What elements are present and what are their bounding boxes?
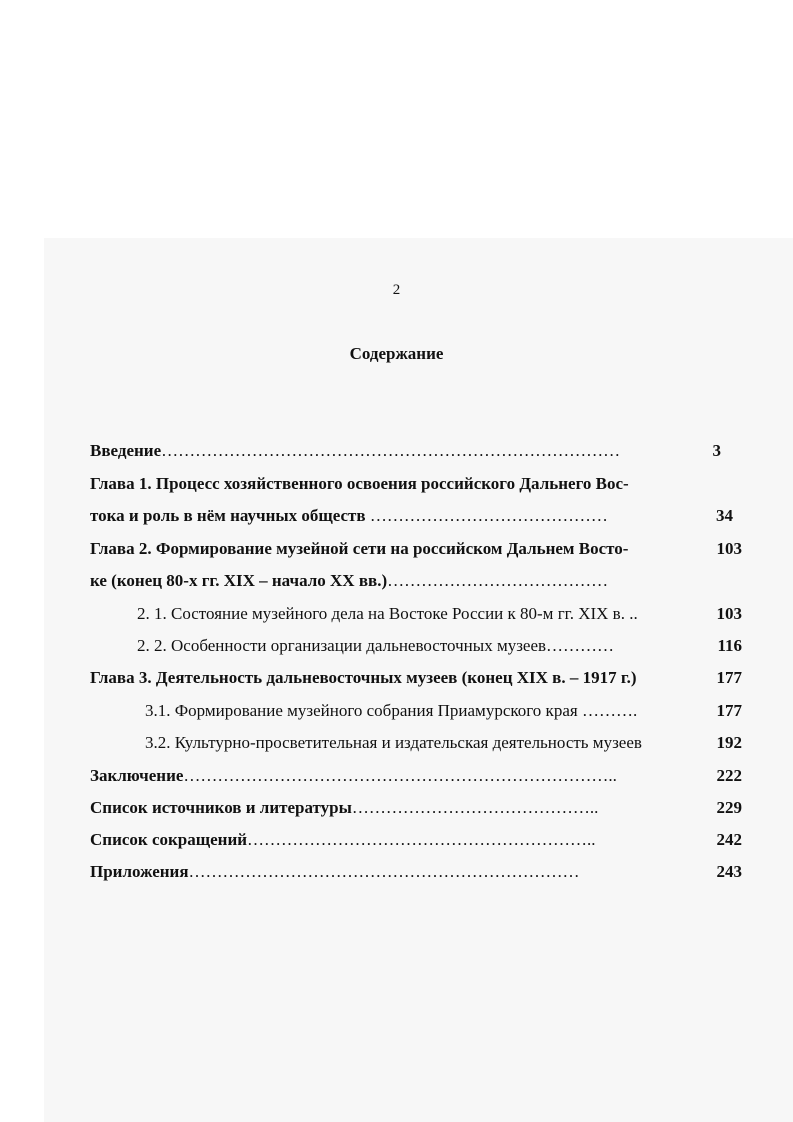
toc-entry-chapter-1-line-2: [90, 505, 608, 527]
toc-entry-chapter-2-line-1: Глава 2. Формирование музейной сети на российском Дальнем Восто-: [90, 539, 629, 558]
toc-page-number: 34: [716, 506, 733, 525]
toc-leader-dots: ……………………………………..: [351, 798, 599, 817]
toc-entry-label: Заключение: [90, 766, 184, 785]
toc-page-number: 3: [712, 441, 721, 460]
toc-entry-section-2-1: 2. 1. Состояние музейного дела на Востоке России к 80-м гг. XIX в. ..: [137, 604, 638, 623]
toc-title: Содержание: [349, 344, 444, 363]
toc-page-number: 192: [716, 733, 742, 752]
toc-entry-label: Список источников и литературы: [90, 798, 352, 817]
toc-entry-conclusion: [90, 765, 617, 787]
toc-leader-dots: ……….: [577, 701, 638, 720]
toc-entry-chapter-1-line-1: Глава 1. Процесс хозяйственного освоения российского Дальнего Вос-: [90, 474, 629, 493]
toc-leader-dots: ………………………………………………………………………: [161, 441, 621, 460]
toc-entry-label: 2. 2. Особенности организации дальневосточных музеев: [137, 636, 547, 655]
toc-entry-label: 3.1. Формирование музейного собрания Приамурского края: [145, 701, 578, 720]
toc-entry-abbreviations: [90, 829, 596, 851]
toc-leader-dots: …………………………………………………………………..: [183, 766, 617, 785]
toc-entry-label: Приложения: [90, 862, 189, 881]
toc-leader-dots: ……………………………………: [365, 506, 608, 525]
toc-leader-dots: ……………………………………………………………: [188, 862, 580, 881]
toc-page-number: 116: [717, 636, 742, 655]
toc-page-number: 222: [716, 766, 742, 785]
toc-page-number: 177: [716, 668, 742, 687]
toc-page-number: 177: [716, 701, 742, 720]
toc-leader-dots: …………………………………: [387, 571, 609, 590]
toc-page-number: 103: [716, 539, 742, 558]
toc-entry-section-2-2: [137, 635, 614, 657]
toc-entry-label: Введение: [90, 441, 162, 460]
toc-entry-intro: [90, 440, 620, 462]
toc-page-number: 103: [716, 604, 742, 623]
toc-leader-dots: …………: [546, 636, 615, 655]
toc-leader-dots: ……………………………………………………..: [247, 830, 596, 849]
toc-page-number: 229: [716, 798, 742, 817]
toc-entry-appendix: [90, 861, 580, 883]
toc-entry-sources: [90, 797, 598, 819]
toc-entry-label: Список сокращений: [90, 830, 248, 849]
toc-page-number: 242: [716, 830, 742, 849]
page-number: 2: [392, 282, 401, 298]
toc-entry-section-3-1: [145, 700, 637, 722]
toc-entry-chapter-2-line-2: [90, 570, 608, 592]
toc-entry-chapter-3: Глава 3. Деятельность дальневосточных музеев (конец XIX в. – 1917 г.): [90, 668, 637, 687]
toc-page-number: 243: [716, 862, 742, 881]
toc-entry-label: ке (конец 80-х гг. XIX – начало XX вв.): [90, 571, 388, 590]
toc-entry-label: тока и роль в нём научных обществ: [90, 506, 366, 525]
toc-entry-section-3-2: 3.2. Культурно-просветительная и издательская деятельность музеев: [145, 733, 642, 752]
